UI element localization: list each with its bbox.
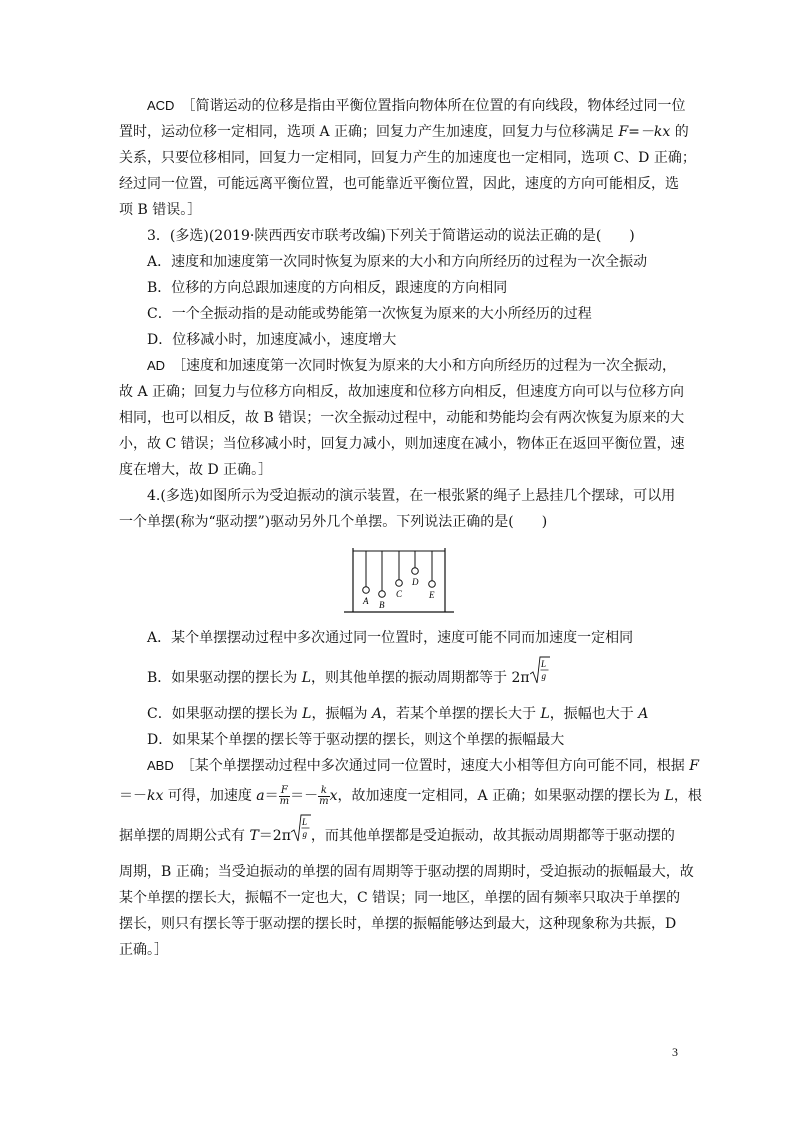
- q3-answer-line-4: 小，故 C 错误；当位移减小时，回复力减小，则加速度在减小，物体正在返回平衡位置，速: [119, 436, 685, 452]
- q2-answer-line-2: 置时，运动位移一定相同，选项 A 正确；回复力产生加速度，回复力与位移满足 F=－kx 的: [119, 124, 689, 140]
- answer-label: AD: [147, 358, 166, 373]
- fraction-k-over-m: $\frac{k}{m}$: [319, 784, 329, 807]
- q4-answer-line-1: ABD ［某个单摆摆动过程中多次通过同一位置时，速度大小相等但方向可能不同，根据 F: [147, 758, 699, 774]
- q4-option-d: D．如果某个单摆的摆长等于驱动摆的摆长，则这个单摆的振幅最大: [147, 732, 565, 748]
- fraction-f-over-m: $\frac{F}{m}$: [279, 784, 290, 807]
- svg-text:L: L: [301, 817, 307, 827]
- q4-answer-line-6: 摆长，则只有摆长等于驱动摆的摆长时，单摆的振幅能够达到最大，这种现象称为共振，D: [119, 916, 677, 932]
- q3-answer-line-2: 故 A 正确；回复力与位移方向相反，故加速度和位移方向相反，但速度方向可以与位移方向: [119, 384, 685, 400]
- q4-answer-line-2: ＝－kx 可得，加速度 a＝ $\frac{F}{m}$ ＝－ $\frac{k}{m}$ x，故加速度一定相同，A 正确；如果驱动摆的摆长为 L，根: [119, 784, 702, 807]
- pendulum-b: [379, 551, 386, 597]
- q4-option-b: B．如果驱动摆的摆长为 L，则其他单摆的振动周期都等于 2π L g: [119, 655, 679, 701]
- svg-text:L: L: [540, 659, 546, 669]
- q4-option-c: C．如果驱动摆的摆长为 L，振幅为 A，若某个单摆的摆长大于 L，振幅也大于 A: [147, 706, 649, 722]
- q2-answer-line-5: 项 B 错误。］: [119, 202, 202, 218]
- answer-label: ABD: [147, 758, 174, 773]
- page-number: 3: [672, 1045, 678, 1059]
- q3-answer-line-1: AD ［速度和加速度第一次同时恢复为原来的大小和方向所经历的过程为一次全振动，: [147, 358, 677, 374]
- q2-answer-line-3: 关系，只要位移相同，回复力一定相同，回复力产生的加速度也一定相同，选项 C、D 正确；: [119, 150, 696, 166]
- q2-answer-line-1: ACD ［简谐运动的位移是指由平衡位置指向物体所在位置的有向线段，物体经过同一位: [147, 98, 686, 114]
- q3-option-d: D．位移减小时，加速度减小，速度增大: [147, 332, 397, 348]
- label-c: C: [396, 589, 403, 599]
- q4-option-a: A．某个单摆摆动过程中多次通过同一位置时，速度可能不同而加速度一定相同: [147, 630, 634, 646]
- q3-answer-line-3: 相同，也可以相反，故 B 错误；一次全振动过程中，动能和势能均会有两次恢复为原来的大: [119, 410, 685, 426]
- q4-answer-line-5: 某个单摆的摆长大，振幅不一定也大，C 错误；同一地区，单摆的固有频率只取决于单摆的: [119, 890, 681, 906]
- q3-stem: 3．(多选)(2019·陕西西安市联考改编)下列关于简谐运动的说法正确的是( ): [147, 228, 635, 244]
- q4-answer-line-4: 周期，B 正确；当受迫振动的单摆的固有周期等于驱动摆的周期时，受迫振动的振幅最大，故: [119, 864, 694, 880]
- q2-answer-line-4: 经过同一位置，可能远离平衡位置，也可能靠近平衡位置，因此，速度的方向可能相反，选: [119, 176, 679, 192]
- page-content: [119, 93, 702, 963]
- q4-stem-line-1: 4.(多选)如图所示为受迫振动的演示装置，在一根张紧的绳子上悬挂几个摆球，可以用: [147, 488, 676, 504]
- label-e: E: [429, 590, 435, 600]
- label-d: D: [412, 577, 419, 587]
- svg-text:g: g: [541, 671, 546, 681]
- q3-option-b: B．位移的方向总跟加速度的方向相反，跟速度的方向相同: [147, 280, 508, 296]
- q3-option-a: A．速度和加速度第一次同时恢复为原来的大小和方向所经历的过程为一次全振动: [147, 254, 648, 270]
- q4-stem-line-2: 一个单摆(称为“驱动摆”)驱动另外几个单摆。下列说法正确的是( ): [119, 514, 548, 530]
- pendulum-e: [429, 551, 436, 587]
- pendulum-a: [363, 551, 370, 593]
- q3-option-c: C．一个全振动指的是动能或势能第一次恢复为原来的大小所经历的过程: [147, 306, 592, 322]
- q3-answer-line-5: 度在增大，故 D 正确。］: [119, 462, 273, 478]
- pendulum-c: [396, 551, 403, 586]
- answer-label: ACD: [147, 98, 175, 113]
- svg-text:g: g: [302, 829, 307, 839]
- label-a: A: [363, 596, 369, 606]
- label-b: B: [379, 600, 385, 610]
- forced-vibration-diagram: [343, 545, 455, 615]
- q4-answer-line-3: 据单摆的周期公式有 T＝2π L g ，而其他单摆都是受迫振动，故其振动周期都等于驱动摆的: [119, 813, 679, 859]
- sqrt-l-over-g: [291, 813, 311, 859]
- pendulum-figure: [119, 545, 679, 615]
- sqrt-l-over-g: [530, 655, 550, 701]
- pendulum-d: [412, 551, 419, 574]
- q4-answer-line-7: 正确。］: [119, 942, 168, 958]
